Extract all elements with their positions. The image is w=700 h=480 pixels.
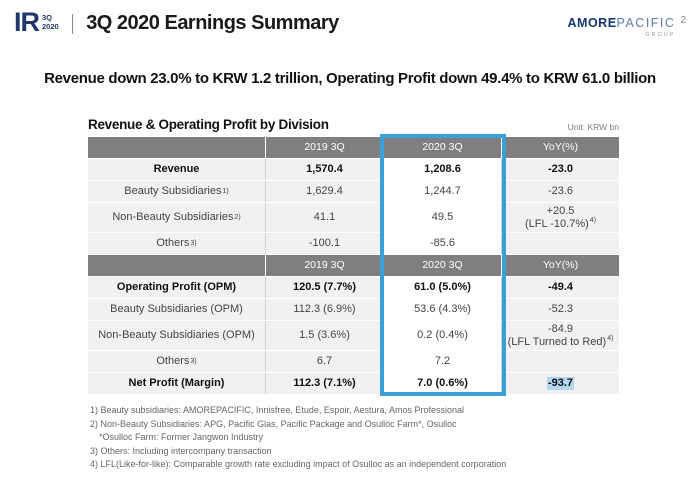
row-label-text: Others xyxy=(156,355,190,368)
row-others-profit xyxy=(88,351,619,372)
row-label-text: Beauty Subsidiaries (OPM) xyxy=(110,303,243,316)
row-beauty-subsidiaries xyxy=(88,181,619,202)
header-cell-2019: 2019 3Q xyxy=(266,255,384,276)
row-label: Non-Beauty Subsidiaries 2) xyxy=(88,203,266,232)
row-label-text: Revenue xyxy=(153,163,200,176)
cell-2019: -100.1 xyxy=(266,233,384,254)
row-non-beauty-subsidiaries xyxy=(88,203,619,232)
header-cell-blank xyxy=(88,255,266,276)
yoy-line2-text: (LFL -10.7%) xyxy=(524,217,589,230)
cell-2019: 1,570.4 xyxy=(266,159,384,180)
key-message: Revenue down 23.0% to KRW 1.2 trillion, Operating Profit down 49.4% to KRW 61.0 billion xyxy=(44,70,656,87)
cell-2019: 6.7 xyxy=(266,351,384,372)
row-operating-profit xyxy=(88,277,619,298)
cell-yoy: -23.6 xyxy=(502,181,619,202)
division-table xyxy=(88,137,619,394)
table-header-row-profit xyxy=(88,255,619,276)
header-cell-blank xyxy=(88,137,266,158)
brand-pacific: PACIFIC xyxy=(616,16,676,30)
cell-2020: 1,208.6 xyxy=(384,159,502,180)
cell-yoy: -23.0 xyxy=(502,159,619,180)
brand-amore: AMORE xyxy=(567,16,617,30)
row-revenue xyxy=(88,159,619,180)
cell-2019: 112.3 (7.1%) xyxy=(266,373,384,394)
footnote-2: 2) Non-Beauty Subsidiaries: APG, Pacific Glas, Pacific Package and Osulloc Farm*, Osulloc xyxy=(90,418,457,429)
cell-yoy xyxy=(502,373,619,394)
page-number: 2 xyxy=(680,15,686,26)
row-label-text: Net Profit (Margin) xyxy=(128,377,225,390)
amorepacific-logo xyxy=(568,17,686,38)
unit-label: Unit: KRW bn xyxy=(567,122,619,132)
cell-2020: 7.0 (0.6%) xyxy=(384,373,502,394)
section-title: Revenue & Operating Profit by Division xyxy=(88,117,329,132)
cell-2020: 49.5 xyxy=(384,203,502,232)
row-label-text: Non-Beauty Subsidiaries xyxy=(112,211,234,224)
yoy-line1: -84.9 xyxy=(547,322,574,335)
cell-2020: 7.2 xyxy=(384,351,502,372)
ir-logo-year: 2020 xyxy=(42,21,59,31)
yoy-line1: +20.5 xyxy=(546,204,575,217)
row-beauty-subsidiaries-opm xyxy=(88,299,619,320)
cell-2020: 53.6 (4.3%) xyxy=(384,299,502,320)
content-area xyxy=(88,117,619,394)
cell-yoy: -49.4 xyxy=(502,277,619,298)
cell-2019: 120.5 (7.7%) xyxy=(266,277,384,298)
brand-group-label: GROUP xyxy=(645,31,676,38)
section-head xyxy=(88,117,619,132)
yoy-line2 xyxy=(508,336,614,349)
cell-2020: 1,244.7 xyxy=(384,181,502,202)
cell-yoy xyxy=(502,233,619,254)
row-non-beauty-subsidiaries-opm xyxy=(88,321,619,350)
cell-yoy: -52.3 xyxy=(502,299,619,320)
footnote-4: 4) LFL(Like-for-like): Comparable growth rate excluding impact of Osulloc as an independent corporation xyxy=(90,459,507,469)
footnote-ref: 4) xyxy=(607,334,614,342)
cell-yoy xyxy=(502,351,619,372)
row-others-revenue xyxy=(88,233,619,254)
footnote-1: 1) Beauty subsidiaries: AMOREPACIFIC, Innisfree, Etude, Espoir, Aestura, Amos Professional xyxy=(90,405,465,415)
ir-logo-quarter xyxy=(42,14,59,31)
header-cell-yoy: YoY(%) xyxy=(502,137,619,158)
row-label-text: Others xyxy=(156,237,190,250)
row-label xyxy=(88,277,266,298)
footnote-ref: 4) xyxy=(589,216,597,224)
row-label: Beauty Subsidiaries 1) xyxy=(88,181,266,202)
selected-value: -93.7 xyxy=(547,377,574,390)
row-net-profit xyxy=(88,373,619,394)
amorepacific-wordmark xyxy=(568,17,676,30)
cell-2020: 0.2 (0.4%) xyxy=(384,321,502,350)
footnote-2-sub: *Osulloc Farm: Former Jangwon Industry xyxy=(99,432,264,442)
ir-logo xyxy=(14,9,59,36)
ir-logo-text: IR xyxy=(14,7,39,37)
cell-2019: 1,629.4 xyxy=(266,181,384,202)
page-title: 3Q 2020 Earnings Summary xyxy=(86,12,339,34)
header-cell-yoy: YoY(%) xyxy=(502,255,619,276)
row-label xyxy=(88,373,266,394)
row-label-text: Beauty Subsidiaries xyxy=(124,185,222,198)
header-cell-2020: 2020 3Q xyxy=(384,137,502,158)
header-divider xyxy=(72,14,74,34)
row-label: Others 3) xyxy=(88,351,266,372)
header-cell-2019: 2019 3Q xyxy=(266,137,384,158)
row-label: Others 3) xyxy=(88,233,266,254)
amorepacific-logo-text xyxy=(568,17,676,38)
cell-2020: 61.0 (5.0%) xyxy=(384,277,502,298)
cell-yoy xyxy=(502,321,619,350)
row-label xyxy=(88,321,266,350)
row-label-text: Non-Beauty Subsidiaries (OPM) xyxy=(98,329,255,342)
row-label xyxy=(88,299,266,320)
ir-logo-q: 3Q xyxy=(42,13,53,22)
cell-yoy xyxy=(502,203,619,232)
slide-header xyxy=(0,0,700,44)
yoy-line2 xyxy=(525,218,596,231)
cell-2020: -85.6 xyxy=(384,233,502,254)
table-header-row-revenue xyxy=(88,137,619,158)
row-label xyxy=(88,159,266,180)
cell-2019: 1.5 (3.6%) xyxy=(266,321,384,350)
footnote-3: 3) Others: Including intercompany transaction xyxy=(90,445,272,456)
footnotes xyxy=(90,404,700,472)
cell-2019: 41.1 xyxy=(266,203,384,232)
row-label-text: Operating Profit (OPM) xyxy=(116,281,237,294)
header-cell-2020: 2020 3Q xyxy=(384,255,502,276)
cell-2019: 112.3 (6.9%) xyxy=(266,299,384,320)
yoy-line2-text: (LFL Turned to Red) xyxy=(507,335,607,348)
